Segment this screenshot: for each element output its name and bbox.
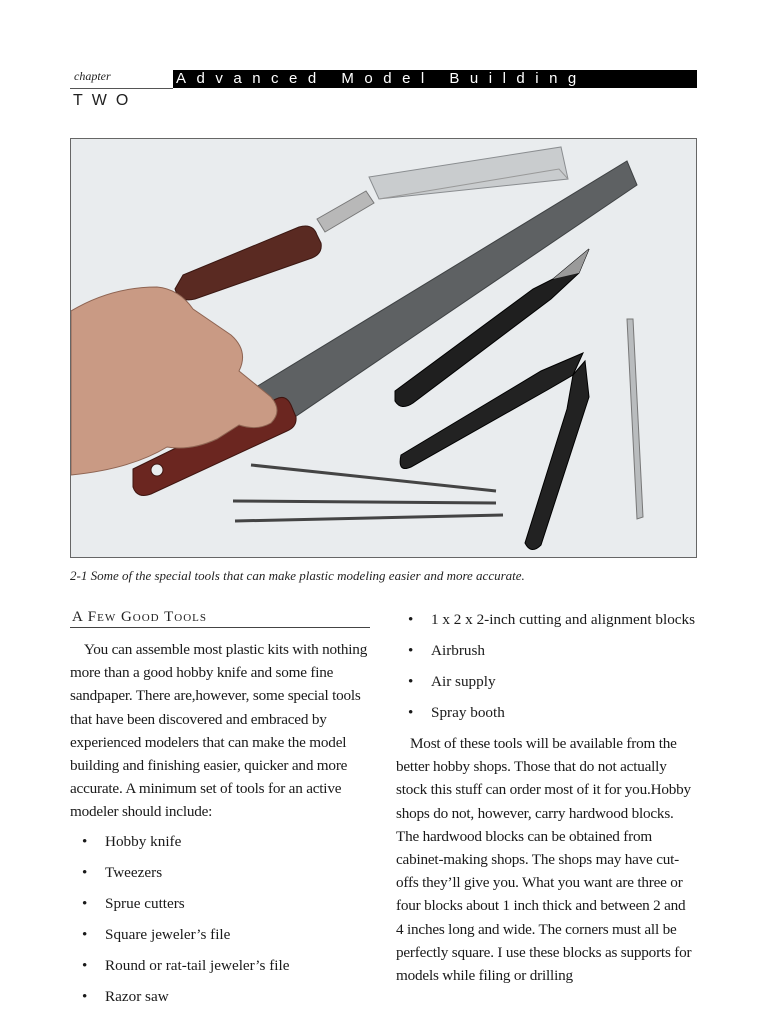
tweezers <box>627 319 643 519</box>
razor-saw-handle <box>175 226 321 300</box>
needle-file-2 <box>233 501 496 503</box>
chapter-label: chapter <box>74 69 111 83</box>
list-item: • Airbrush <box>408 642 485 659</box>
list-item: • Air supply <box>408 673 496 690</box>
list-item: • 1 x 2 x 2-inch cutting and alignment blocks <box>408 611 696 628</box>
right-column <box>396 608 696 987</box>
tools-photo <box>70 138 697 558</box>
tang-hole <box>151 464 163 476</box>
razor-saw-blade <box>369 147 568 199</box>
header-rule <box>70 88 173 89</box>
book-title-bar: Advanced Model Building <box>173 70 697 88</box>
list-item: • Round or rat-tail jeweler’s file <box>82 956 290 974</box>
list-item: • Spray booth <box>408 704 505 721</box>
figure-caption: 2-1 Some of the special tools that can make plastic modeling easier and more accurate. <box>70 568 525 583</box>
chapter-header <box>70 68 697 120</box>
tool-list-left <box>70 830 370 1008</box>
list-item: • Square jeweler’s file <box>82 925 231 943</box>
razor-saw-ferrule <box>317 191 374 232</box>
section-heading: A Few Good Tools <box>70 608 370 628</box>
tool-list-right <box>396 608 696 724</box>
intro-paragraph: You can assemble most plastic kits with nothing more than a good hobby knife and some fine sandpaper. There are,however, some special tools that have been discovered and embraced by experienced modelers that can make the model building and finishing easier, quicker and more accurate. A minimum set of tools for an active modeler should include: <box>70 641 368 821</box>
chapter-number: TWO <box>73 92 138 109</box>
tools-photo-illustration <box>71 139 696 557</box>
list-item: • Hobby knife <box>82 832 182 850</box>
continuation-paragraph: Most of these tools will be available from the better hobby shops. Those that do not actually stock this stuff can order most of it for you.Hobby shops do not, however, carry hardwood blocks. The hardwood blocks can be obtained from cabinet-making shops. The shops may have cut-offs they’ll give you. What you want are three or four blocks about 1 inch thick and between 2 and 4 inches long and wide. The corners must all be perfectly square. I use these blocks as supports for models while filing or drilling <box>396 735 692 985</box>
needle-file-1 <box>251 465 496 491</box>
list-item: • Tweezers <box>82 863 163 881</box>
needle-file-3 <box>235 515 503 521</box>
left-column <box>70 608 370 1016</box>
list-item: • Razor saw <box>82 987 169 1005</box>
list-item: • Sprue cutters <box>82 894 185 912</box>
